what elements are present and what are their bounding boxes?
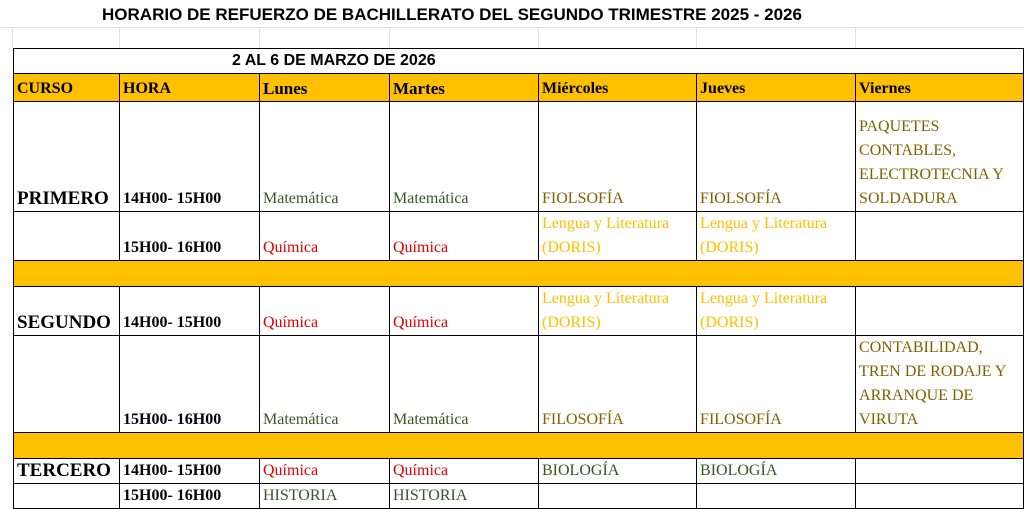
lunes-cell: Química <box>260 212 390 261</box>
curso-segundo: SEGUNDO <box>14 287 120 336</box>
lunes-cell: Química <box>260 287 390 336</box>
header-jueves: Jueves <box>697 74 856 102</box>
viernes-cell <box>856 484 1024 509</box>
miercoles-cell: FILOSOFÍA <box>539 336 697 433</box>
header-martes: Martes <box>390 74 539 102</box>
jueves-cell: FIOLSOFÍA <box>697 102 856 212</box>
lunes-cell: Matemática <box>260 336 390 433</box>
page-title: HORARIO DE REFUERZO DE BACHILLERATO DEL SEGUNDO TRIMESTRE 2025 - 2026 <box>102 5 802 24</box>
curso-tercero: TERCERO <box>14 459 120 484</box>
miercoles-cell <box>539 287 697 336</box>
teacher-line: (DORIS) <box>542 239 601 256</box>
date-range: 2 AL 6 DE MARZO DE 2026 <box>14 49 697 74</box>
teacher-line: (DORIS) <box>542 314 601 331</box>
table-row <box>14 287 1024 336</box>
jueves-cell <box>697 287 856 336</box>
viernes-cell <box>856 212 1024 261</box>
header-curso: CURSO <box>14 74 120 102</box>
lunes-cell: Matemática <box>260 102 390 212</box>
miercoles-cell <box>539 212 697 261</box>
header-miercoles: Miércoles <box>539 74 697 102</box>
martes-cell: Matemática <box>390 336 539 433</box>
martes-cell: Matemática <box>390 102 539 212</box>
subject-line: Lengua y Literatura <box>542 290 670 307</box>
header-row <box>14 74 1024 102</box>
hora-cell: 15H00- 16H00 <box>120 484 260 509</box>
header-hora: HORA <box>120 74 260 102</box>
table-row <box>14 484 1024 509</box>
miercoles-cell: FIOLSOFÍA <box>539 102 697 212</box>
lunes-cell: Química <box>260 459 390 484</box>
hora-cell: 14H00- 15H00 <box>120 102 260 212</box>
table-row <box>14 336 1024 433</box>
lunes-cell: HISTORIA <box>260 484 390 509</box>
viernes-cell <box>856 459 1024 484</box>
martes-cell: HISTORIA <box>390 484 539 509</box>
hora-cell: 14H00- 15H00 <box>120 459 260 484</box>
martes-cell: Química <box>390 212 539 261</box>
table-row <box>14 459 1024 484</box>
subject-line: Lengua y Literatura <box>542 215 670 232</box>
jueves-cell: FILOSOFÍA <box>697 336 856 433</box>
martes-cell: Química <box>390 459 539 484</box>
header-lunes: Lunes <box>260 74 390 102</box>
hora-cell: 15H00- 16H00 <box>120 336 260 433</box>
subject-line: Lengua y Literatura <box>700 290 828 307</box>
miercoles-cell: BIOLOGÍA <box>539 459 697 484</box>
curso-primero: PRIMERO <box>14 102 120 212</box>
miercoles-cell <box>539 484 697 509</box>
hora-cell: 15H00- 16H00 <box>120 212 260 261</box>
teacher-line: (DORIS) <box>700 314 759 331</box>
schedule-table <box>13 48 1024 509</box>
header-viernes: Viernes <box>856 74 1024 102</box>
table-row <box>14 212 1024 261</box>
hora-cell: 14H00- 15H00 <box>120 287 260 336</box>
martes-cell: Química <box>390 287 539 336</box>
teacher-line: (DORIS) <box>700 239 759 256</box>
viernes-cell <box>856 287 1024 336</box>
viernes-cell: PAQUETES CONTABLES, ELECTROTECNIA Y SOLDADURA <box>856 102 1024 212</box>
jueves-cell: BIOLOGÍA <box>697 459 856 484</box>
viernes-cell: CONTABILIDAD, TREN DE RODAJE Y ARRANQUE DE VIRUTA <box>856 336 1024 433</box>
table-row <box>14 102 1024 212</box>
separator-row <box>14 261 1024 287</box>
date-range-row <box>14 49 1024 74</box>
subject-line: Lengua y Literatura <box>700 215 828 232</box>
separator-row <box>14 433 1024 459</box>
jueves-cell <box>697 212 856 261</box>
jueves-cell <box>697 484 856 509</box>
